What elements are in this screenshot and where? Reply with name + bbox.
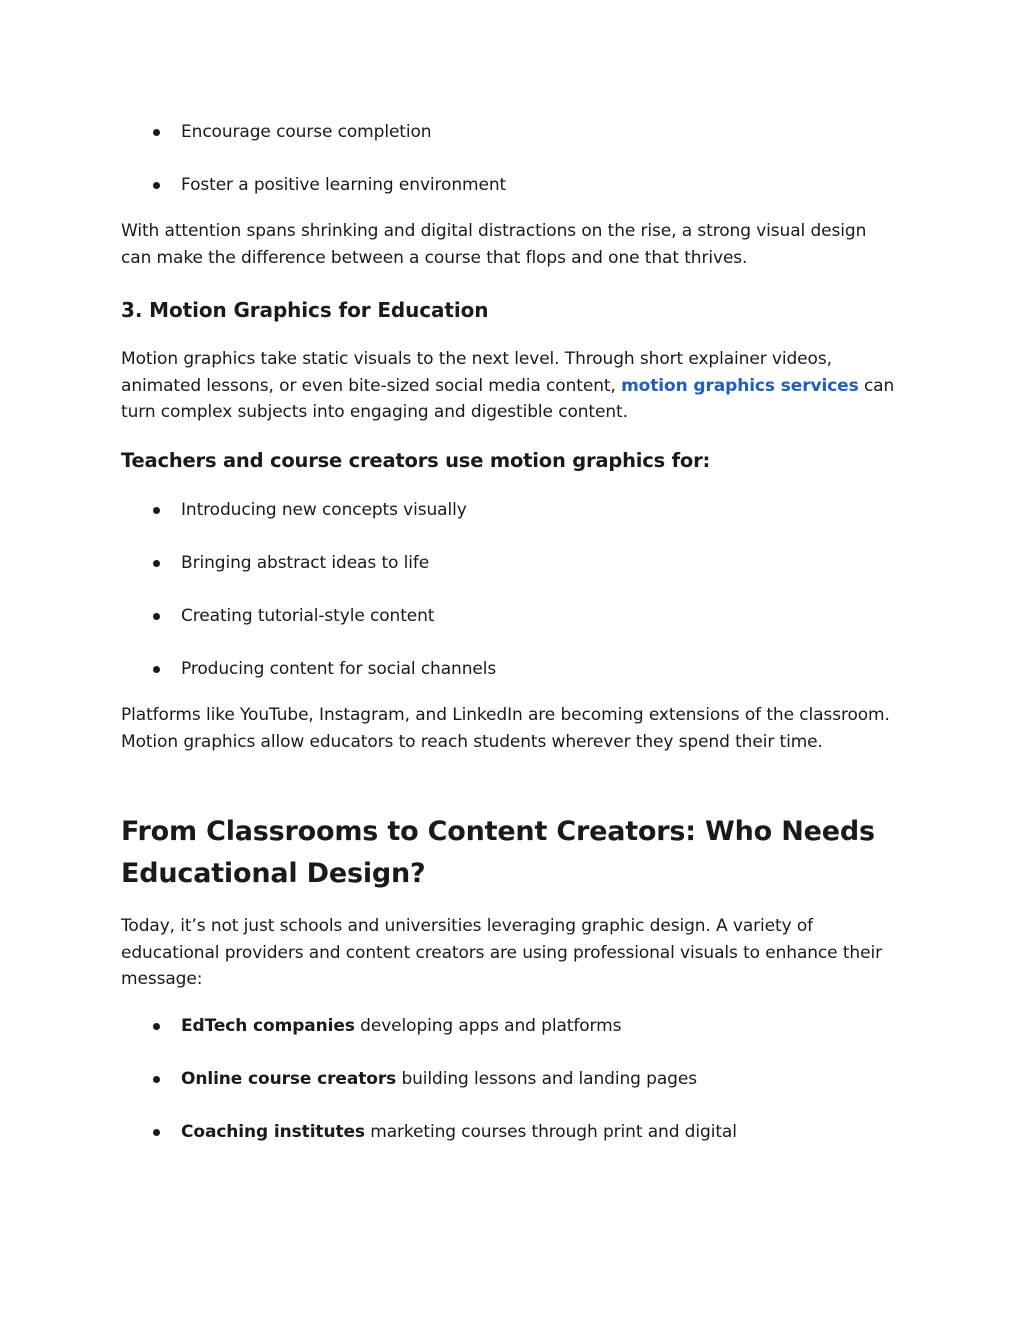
list-item (121, 172, 896, 198)
paragraph-attention: With attention spans shrinking and digital distractions on the rise, a strong visual design can make the difference between a course that flops and one that thrives. (121, 221, 867, 268)
list-item (121, 1119, 896, 1145)
motion-graphics-services-link[interactable]: motion graphics services (621, 375, 859, 396)
list-item (121, 1013, 896, 1039)
list-item-text: Encourage course completion (181, 122, 432, 142)
list-item (121, 656, 896, 682)
list-item (121, 603, 896, 629)
paragraph-today: Today, it’s not just schools and universities leveraging graphic design. A variety of educational providers and content creators are using professional visuals to enhance their message: (121, 916, 882, 989)
list-item-text: Creating tutorial-style content (181, 606, 435, 626)
list-item (121, 1066, 896, 1092)
paragraph-text: Motion graphics take static visuals to the next level. Through short explainer videos, animated lessons, or even bite-sized social media content, (121, 349, 832, 396)
heading-line: Educational Design? (121, 858, 426, 889)
bullet-icon (153, 129, 160, 136)
list-item-text: Introducing new concepts visually (181, 500, 467, 520)
bullet-icon (153, 507, 160, 514)
list-item-bold: Coaching institutes (181, 1122, 365, 1142)
list-item-text: Producing content for social channels (181, 659, 497, 679)
paragraph-text: can turn complex subjects into engaging and digestible content. (121, 375, 895, 422)
bullet-icon (153, 1129, 160, 1136)
bullet-icon (153, 613, 160, 620)
paragraph-motion-graphics (121, 346, 896, 426)
subheading-teachers: Teachers and course creators use motion graphics for: (121, 449, 711, 472)
bullet-icon (153, 666, 160, 673)
bullet-icon (153, 182, 160, 189)
list-item-rest: developing apps and platforms (354, 1016, 622, 1036)
list-item-text (181, 1013, 621, 1039)
section-heading-content-creators (121, 811, 896, 895)
bullet-icon (153, 1023, 160, 1030)
list-item (121, 497, 896, 523)
paragraph-platforms: Platforms like YouTube, Instagram, and LinkedIn are becoming extensions of the classroom. Motion graphics allow educators to reach students wherever they spend their time. (121, 705, 890, 752)
list-item-text: Bringing abstract ideas to life (181, 553, 430, 573)
section-heading-motion-graphics: 3. Motion Graphics for Education (121, 298, 489, 322)
list-item-text: Foster a positive learning environment (181, 175, 507, 195)
list-item-text (181, 1119, 737, 1145)
list-item-text (181, 1066, 697, 1092)
heading-line: From Classrooms to Content Creators: Who Needs (121, 816, 875, 847)
bullet-icon (153, 560, 160, 567)
bullet-icon (153, 1076, 160, 1083)
list-item-bold: Online course creators (181, 1069, 397, 1089)
list-item-rest: marketing courses through print and digital (364, 1122, 737, 1142)
list-item-rest: building lessons and landing pages (396, 1069, 697, 1089)
list-item (121, 119, 896, 145)
list-item (121, 550, 896, 576)
list-item-bold: EdTech companies (181, 1016, 355, 1036)
